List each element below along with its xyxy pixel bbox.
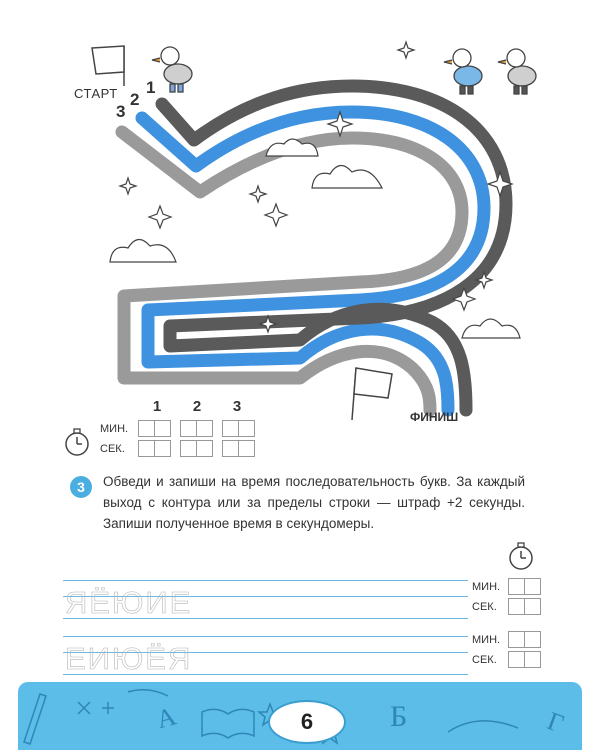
pencil-icon [24, 694, 46, 744]
duck-character-icon [498, 49, 536, 94]
duck-character-icon [444, 49, 482, 94]
writing-line [63, 580, 468, 581]
seconds-label: СЕК. [100, 443, 125, 455]
stopwatch-icon [62, 426, 92, 458]
task-instructions: Обведи и запиши на время последовательность букв. За каждый выход с контура или за пределы строки — штраф +2 секунды. Запиши полученное время в секундомеры. [103, 474, 525, 531]
minutes-label: МИН. [100, 423, 129, 435]
minutes-label: МИН. [472, 634, 501, 646]
start-label: СТАРТ [74, 86, 118, 101]
minutes-input-row-2[interactable] [508, 631, 541, 648]
finish-flag-icon [352, 368, 392, 420]
lane-number-1: 1 [146, 78, 156, 97]
seconds-input-lane-1[interactable] [138, 440, 171, 457]
timer-column-2: 2 [192, 398, 202, 415]
math-doodle [78, 702, 114, 714]
lane-number-3: 3 [116, 102, 126, 121]
minutes-input-lane-3[interactable] [222, 420, 255, 437]
duck-character-icon [152, 47, 192, 92]
letter-a-doodle: А [153, 701, 180, 735]
letter-b-doodle: Б [390, 700, 408, 733]
seconds-input-row-1[interactable] [508, 598, 541, 615]
book-icon [202, 709, 254, 738]
timer-column-3: 3 [232, 398, 242, 415]
trace-letters-row-2[interactable]: ЕИЮЁЯ [65, 641, 193, 676]
start-flag-icon [92, 46, 124, 86]
stopwatch-icon [506, 540, 536, 572]
seconds-label: СЕК. [472, 601, 497, 613]
lane-3-path [122, 132, 462, 410]
seconds-input-lane-2[interactable] [180, 440, 213, 457]
letter-g-doodle: Г [543, 706, 568, 739]
minutes-label: МИН. [472, 581, 501, 593]
task-number-badge: 3 [70, 476, 92, 498]
minutes-input-lane-2[interactable] [180, 420, 213, 437]
seconds-label: СЕК. [472, 654, 497, 666]
minutes-input-lane-1[interactable] [138, 420, 171, 437]
trace-letters-row-1[interactable]: ЯЁЮИЕ [65, 585, 193, 620]
writing-line [63, 636, 468, 637]
seconds-input-row-2[interactable] [508, 651, 541, 668]
timer-column-1: 1 [152, 398, 162, 415]
seconds-input-lane-3[interactable] [222, 440, 255, 457]
finish-label: ФИНИШ [410, 410, 459, 424]
page-number: 6 [268, 700, 346, 744]
lane-number-2: 2 [130, 90, 140, 109]
minutes-input-row-1[interactable] [508, 578, 541, 595]
